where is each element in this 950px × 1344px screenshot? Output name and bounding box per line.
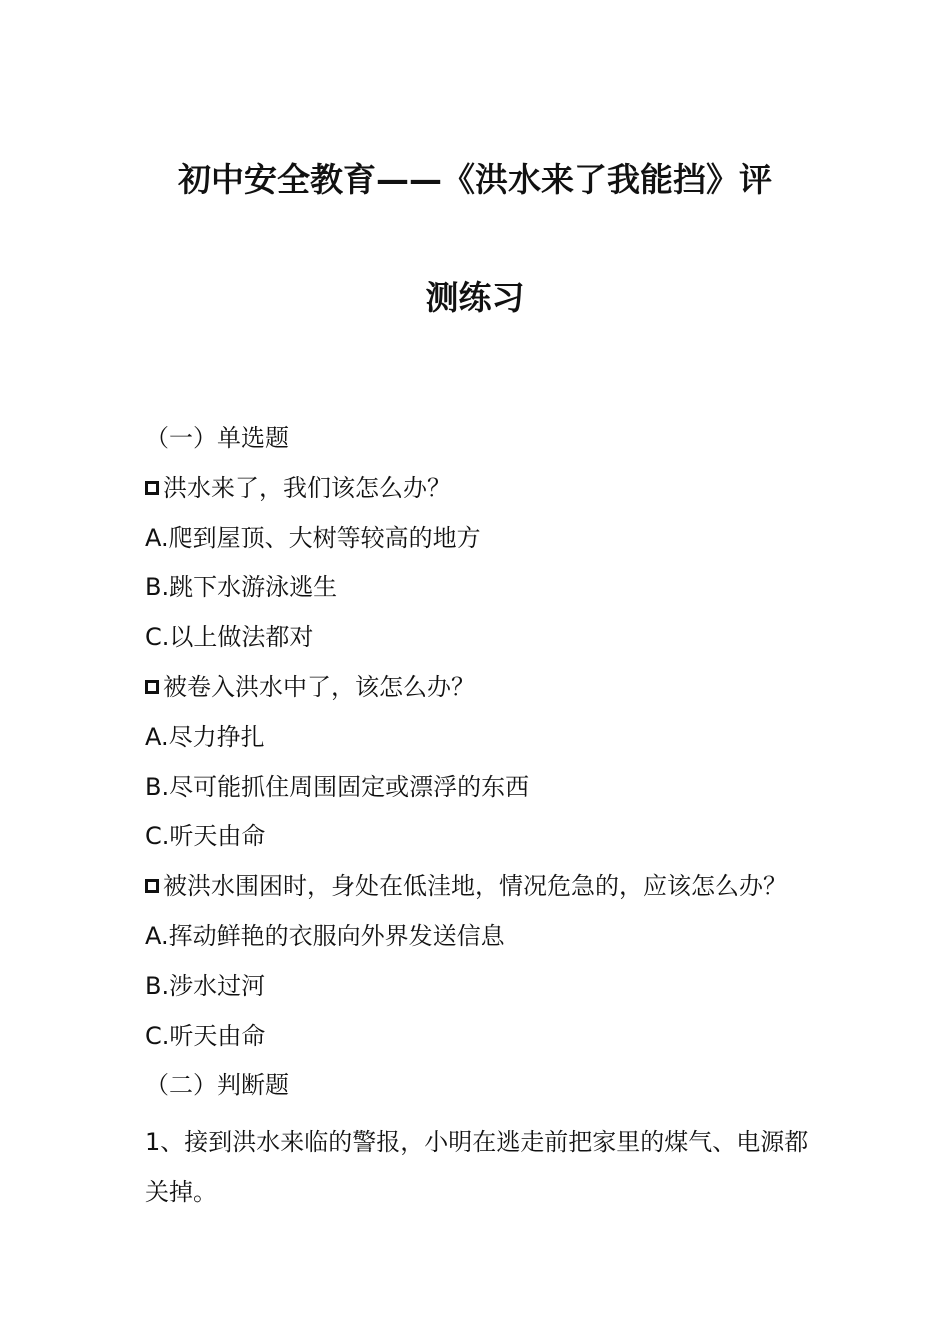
- option-3b: B.涉水过河: [145, 971, 266, 1000]
- option-3c: C.听天由命: [145, 1021, 266, 1050]
- question-text: 被洪水围困时，身处在低洼地，情况危急的，应该怎么办？: [163, 872, 787, 901]
- checkbox-icon: [145, 879, 159, 893]
- document-title-line-2: 测练习: [425, 278, 525, 317]
- document-title-line-1: 初中安全教育——《洪水来了我能挡》评: [178, 160, 772, 199]
- option-2a: A.尽力挣扎: [145, 722, 265, 751]
- option-1c: C.以上做法都对: [145, 623, 314, 652]
- question-text: 被卷入洪水中了，该怎么办？: [163, 672, 475, 701]
- question-3: [145, 868, 845, 918]
- option-1b: B.跳下水游泳逃生: [145, 573, 338, 602]
- question-2: [145, 669, 845, 719]
- section-heading-single-choice: （一）单选题: [145, 424, 289, 452]
- option-2c: C.听天由命: [145, 822, 266, 851]
- section-heading-true-false: （二）判断题: [145, 1071, 289, 1100]
- option-3a: A.挥动鲜艳的衣服向外界发送信息: [145, 921, 505, 950]
- true-false-item-1: 1、接到洪水来临的警报，小明在逃走前把家里的煤气、电源都关掉。: [145, 1128, 809, 1207]
- question-1: [145, 470, 845, 520]
- checkbox-icon: [145, 481, 159, 495]
- checkbox-icon: [145, 680, 159, 694]
- option-1a: A.爬到屋顶、大树等较高的地方: [145, 523, 481, 552]
- document-body: [145, 420, 845, 1217]
- question-text: 洪水来了，我们该怎么办？: [163, 473, 451, 502]
- option-2b: B.尽可能抓住周围固定或漂浮的东西: [145, 772, 530, 801]
